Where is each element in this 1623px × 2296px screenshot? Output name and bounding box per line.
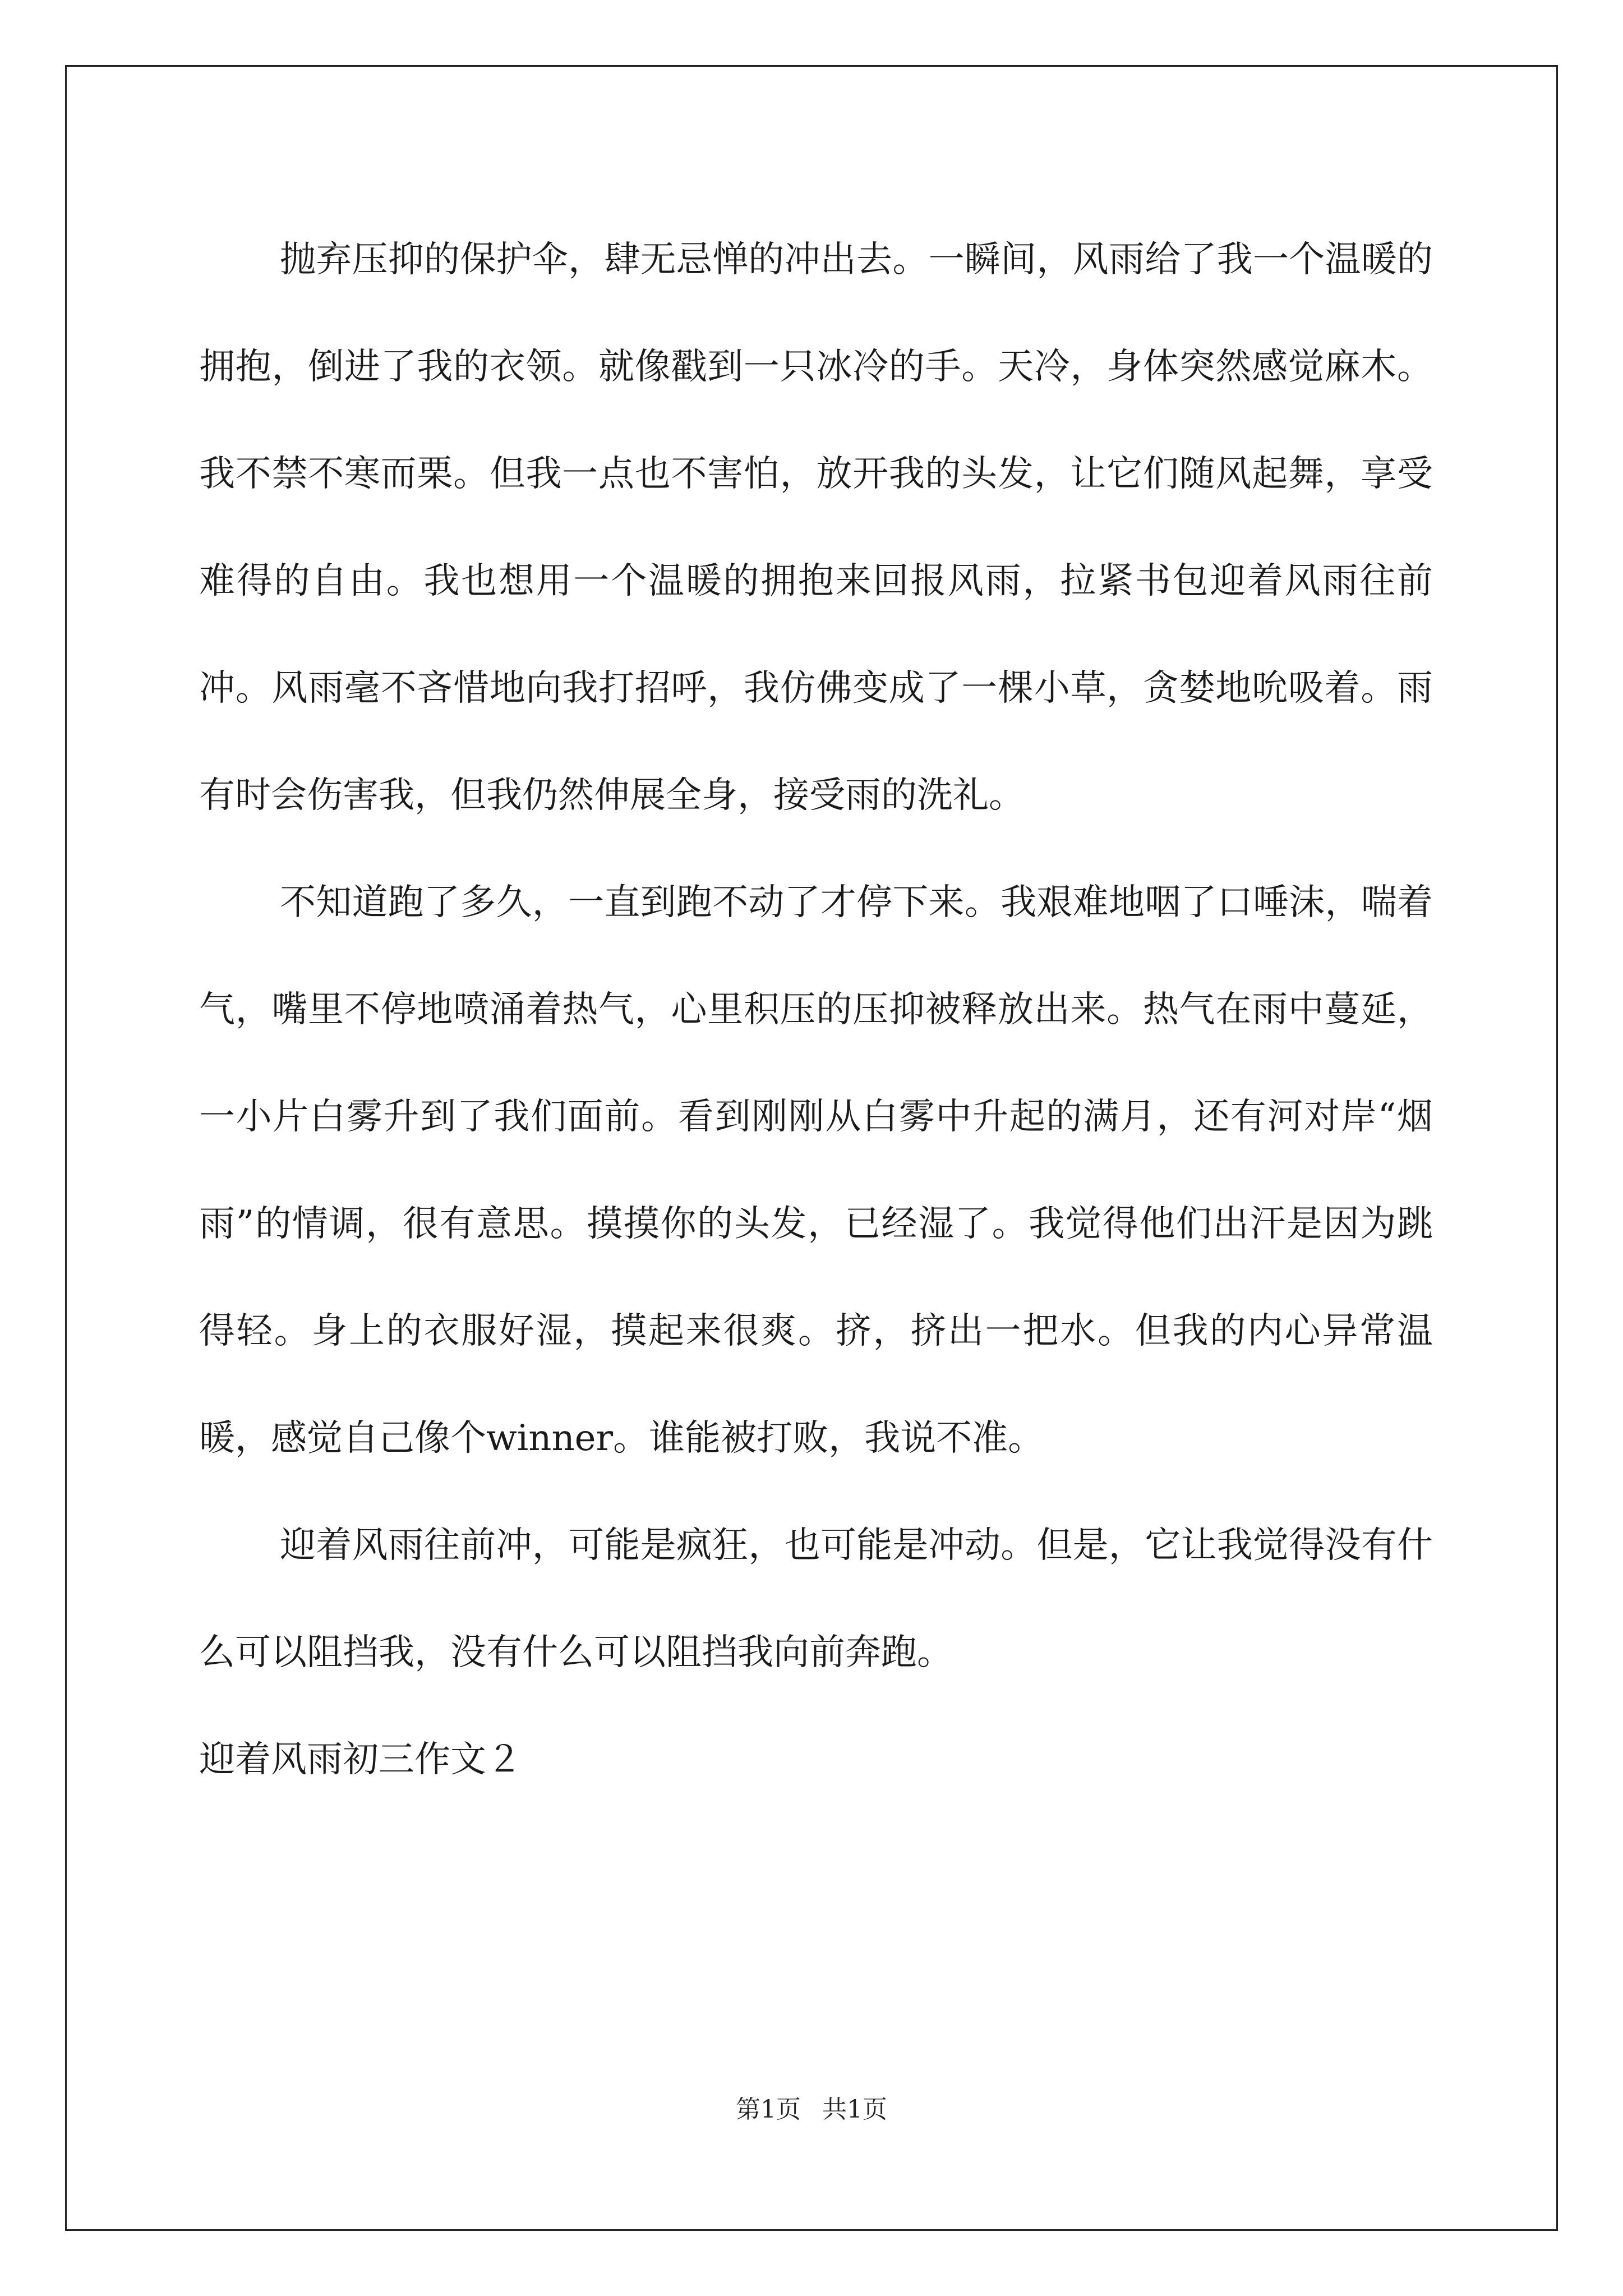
document-body bbox=[199, 206, 1433, 1814]
page-footer bbox=[0, 2089, 1623, 2125]
page-total: 共1页 bbox=[822, 2095, 887, 2124]
paragraph-2: 不知道跑了多久，一直到跑不动了才停下来。我艰难地咽了口唾沫，喘着气，嘴里不停地喷涌着热气，心里积压的压抑被释放出来。热气在雨中蔓延，一小片白雾升到了我们面前。看到刚刚从白雾中升起的满月，还有河对岸“烟雨”的情调，很有意思。摸摸你的头发，已经湿了。我觉得他们出汗是因为跳得轻。身上的衣服好湿，摸起来很爽。挤，挤出一把水。但我的内心异常温暖，感觉自己像个winner。谁能被打败，我说不准。 bbox=[199, 882, 1433, 1459]
paragraph-1: 抛弃压抑的保护伞，肆无忌惮的冲出去。一瞬间，风雨给了我一个温暖的拥抱，倒进了我的衣领。就像戳到一只冰冷的手。天冷，身体突然感觉麻木。我不禁不寒而栗。但我一点也不害怕，放开我的头发，让它们随风起舞，享受难得的自由。我也想用一个温暖的拥抱来回报风雨，拉紧书包迎着风雨往前冲。风雨毫不吝惜地向我打招呼，我仿佛变成了一棵小草，贪婪地吮吸着。雨有时会伤害我，但我仍然伸展全身，接受雨的洗礼。 bbox=[199, 239, 1433, 816]
paragraph-3: 迎着风雨往前冲，可能是疯狂，也可能是冲动。但是，它让我觉得没有什么可以阻挡我，没有什么可以阻挡我向前奔跑。 bbox=[199, 1525, 1433, 1673]
section-heading: 迎着风雨初三作文２ bbox=[199, 1739, 522, 1780]
page-number: 第1页 bbox=[736, 2095, 801, 2124]
